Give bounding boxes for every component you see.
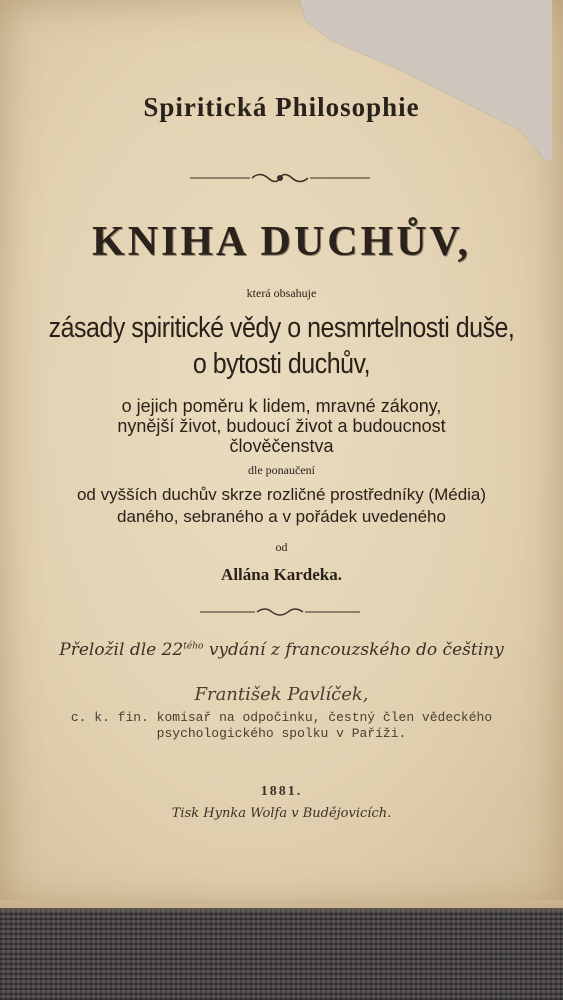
by-text: od (275, 540, 288, 554)
mediums-line-2: daného, sebraného a v pořádek uvedeného (117, 507, 446, 526)
principles-line-1: zásady spiritické vědy o nesmrtelnosti duše, (48, 311, 515, 345)
according-text: dle ponaučení (248, 463, 315, 477)
relations-line-2: nynější život, budoucí život a budoucnost (117, 416, 446, 436)
relations-line-1: o jejich poměru k lidem, mravné zákony, (121, 396, 442, 416)
subtitle-intro: která obsahuje (246, 286, 317, 300)
publication-year: 1881. (260, 784, 303, 799)
relations-line-3: člověčenstva (229, 436, 334, 456)
book-title: KNIHA DUCHŮV, (92, 219, 471, 265)
ornament-divider-icon (190, 170, 370, 186)
ornament-divider-icon (200, 605, 360, 619)
page-bottom-edge (0, 900, 563, 912)
principles-line-2: o bytosti duchův, (192, 347, 371, 381)
mediums-line-1: od vyšších duchův skrze rozličné prostředníky (Média) (76, 485, 487, 504)
series-title: Spiritická Philosophie (143, 92, 420, 122)
author-name: Allána Kardeka. (221, 565, 342, 584)
translator-desc-1: c. k. fin. komisař na odpočinku, čestný člen vědeckého (70, 710, 493, 725)
translator-desc-2: psychologického spolku v Paříži. (156, 726, 407, 741)
printer-line: Tisk Hynka Wolfa v Budějovicích. (171, 806, 392, 821)
translation-note: Přeložil dle $22^{tého}$ vydání z francouzského do češtiny (59, 640, 504, 660)
translator-name: František Pavlíček, (194, 684, 369, 705)
